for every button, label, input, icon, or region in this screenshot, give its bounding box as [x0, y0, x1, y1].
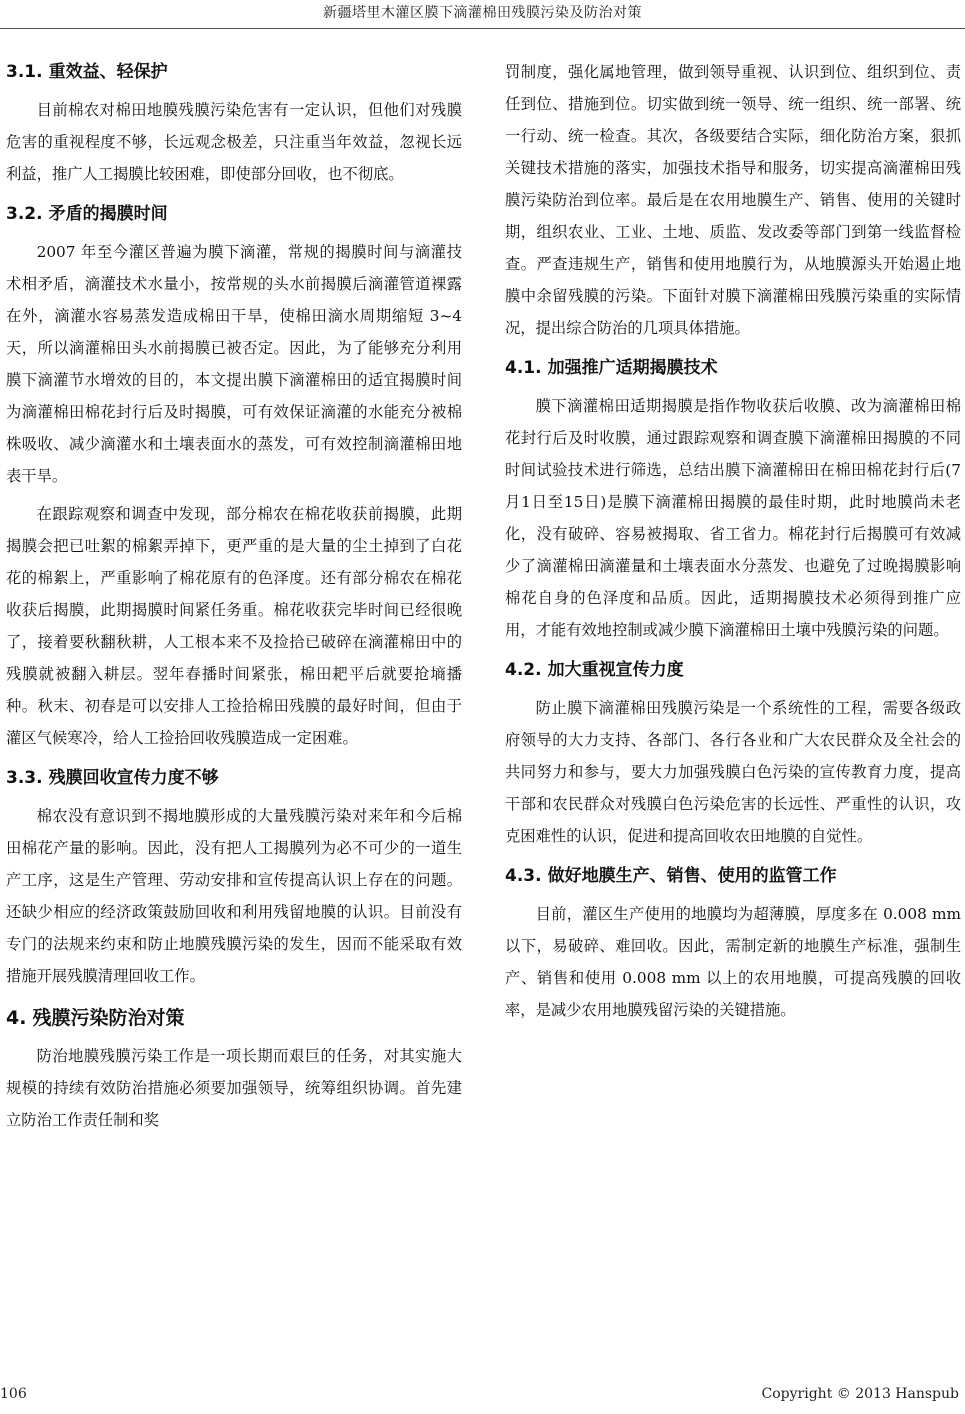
- running-header: [0, 0, 965, 30]
- section-heading-3-1: [6, 60, 462, 84]
- section-number: 4.3.: [505, 866, 542, 886]
- section-number: 4.1.: [505, 358, 542, 378]
- header-rule: [0, 28, 965, 29]
- section-title: 残膜污染防治对策: [32, 1007, 185, 1029]
- section-heading-3-3: [6, 766, 462, 790]
- section-heading-3-2: [6, 202, 462, 226]
- section-title: 做好地膜生产、销售、使用的监管工作: [547, 866, 837, 886]
- section-number: 4.2.: [505, 660, 542, 680]
- section-heading-4-3: [505, 864, 961, 888]
- section-title: 残膜回收宣传力度不够: [48, 768, 219, 788]
- section-number: 3.2.: [6, 204, 43, 224]
- right-column: [505, 48, 961, 1032]
- paragraph: 膜下滴灌棉田适期揭膜是指作物收获后收膜、改为滴灌棉田棉花封行后及时收膜，通过跟踪观察和调查膜下滴灌棉田揭膜的不同时间试验技术进行筛选，总结出膜下滴灌棉田在棉田棉花封行后(7月1日至15日)是膜下滴灌棉田揭膜的最佳时期，此时地膜尚未老化，没有破碎、容易被揭取、省工省力。棉花封行后揭膜可有效减少了滴灌棉田滴灌量和土壤表面水分蒸发、也避免了过晚揭膜影响棉花自身的色泽度和品质。因此，适期揭膜技术必须得到推广应用，才能有效地控制或减少膜下滴灌棉田土壤中残膜污染的问题。: [505, 397, 961, 639]
- paragraph: 防止膜下滴灌棉田残膜污染是一个系统性的工程，需要各级政府领导的大力支持、各部门、各行各业和广大农民群众及全社会的共同努力和参与，要大力加强残膜白色污染的宣传教育力度，提高干部和农民群众对残膜白色污染危害的长远性、严重性的认识，攻克困难性的认识，促进和提高回收农田地膜的自觉性。: [505, 699, 961, 845]
- page-number: 106: [0, 1386, 27, 1402]
- section-heading-4-1: [505, 356, 961, 380]
- paragraph: 防治地膜残膜污染工作是一项长期而艰巨的任务，对其实施大规模的持续有效防治措施必须要加强领导，统筹组织协调。首先建立防治工作责任制和奖: [6, 1047, 462, 1129]
- paragraph: 棉农没有意识到不揭地膜形成的大量残膜污染对来年和今后棉田棉花产量的影响。因此，没有把人工揭膜列为必不可少的一道生产工序，这是生产管理、劳动安排和宣传提高认识上存在的问题。还缺少相应的经济政策鼓励回收和利用残留地膜的认识。目前没有专门的法规来约束和防止地膜残膜污染的发生，因而不能采取有效措施开展残膜清理回收工作。: [6, 807, 462, 985]
- running-title: 新疆塔里木灌区膜下滴灌棉田残膜污染及防治对策: [323, 5, 642, 21]
- paragraph: 目前，灌区生产使用的地膜均为超薄膜，厚度多在 0.008 mm 以下，易破碎、难回收。因此，需制定新的地膜生产标准，强制生产、销售和使用 0.008 mm 以上的农用地膜，可提高残膜的回收率，是减少农用地膜残留污染的关键措施。: [505, 905, 961, 1019]
- section-heading-4: [6, 1006, 462, 1030]
- section-number: 4.: [6, 1007, 27, 1029]
- section-title: 矛盾的揭膜时间: [48, 204, 168, 224]
- copyright-notice: Copyright © 2013 Hanspub: [761, 1386, 959, 1402]
- section-title: 加大重视宣传力度: [547, 660, 684, 680]
- left-column: [6, 48, 462, 1142]
- paragraph-continued: 罚制度，强化属地管理，做到领导重视、认识到位、组织到位、责任到位、措施到位。切实做到统一领导、统一组织、统一部署、统一行动、统一检查。其次，各级要结合实际，细化防治方案，狠抓关键技术措施的落实，加强技术指导和服务，切实提高滴灌棉田残膜污染防治到位率。最后是在农用地膜生产、销售、使用的关键时期，组织农业、工业、土地、质监、发改委等部门到第一线监督检查。严查违规生产，销售和使用地膜行为，从地膜源头开始遏止地膜中余留残膜的污染。下面针对膜下滴灌棉田残膜污染重的实际情况，提出综合防治的几项具体措施。: [505, 63, 961, 337]
- section-title: 重效益、轻保护: [48, 62, 168, 82]
- section-number: 3.3.: [6, 768, 43, 788]
- section-number: 3.1.: [6, 62, 43, 82]
- section-title: 加强推广适期揭膜技术: [547, 358, 718, 378]
- paragraph: 2007 年至今灌区普遍为膜下滴灌，常规的揭膜时间与滴灌技术相矛盾，滴灌技术水量小，按常规的头水前揭膜后滴灌管道裸露在外，滴灌水容易蒸发造成棉田干旱，使棉田滴水周期缩短 3~4 天，所以滴灌棉田头水前揭膜已被否定。因此，为了能够充分利用膜下滴灌节水增效的目的，本文提出膜下滴灌棉田的适宜揭膜时间为滴灌棉田棉花封行后及时揭膜，可有效保证滴灌的水能充分被棉株吸收、减少滴灌水和土壤表面水的蒸发，可有效控制滴灌棉田地表干旱。: [6, 243, 462, 485]
- paragraph: 目前棉农对棉田地膜残膜污染危害有一定认识，但他们对残膜危害的重视程度不够，长远观念极差，只注重当年效益，忽视长远利益，推广人工揭膜比较困难，即使部分回收，也不彻底。: [6, 101, 462, 183]
- paragraph: 在跟踪观察和调查中发现，部分棉农在棉花收获前揭膜，此期揭膜会把已吐絮的棉絮弄掉下，更严重的是大量的尘土掉到了白花花的棉絮上，严重影响了棉花原有的色泽度。还有部分棉农在棉花收获后揭膜，此期揭膜时间紧任务重。棉花收获完毕时间已经很晚了，接着要秋翻秋耕，人工根本来不及捡拾已破碎在滴灌棉田中的残膜就被翻入耕层。翌年春播时间紧张，棉田耙平后就要抢墒播种。秋末、初春是可以安排人工捡拾棉田残膜的最好时间，但由于灌区气候寒冷，给人工捡拾回收残膜造成一定困难。: [6, 505, 462, 747]
- section-heading-4-2: [505, 658, 961, 682]
